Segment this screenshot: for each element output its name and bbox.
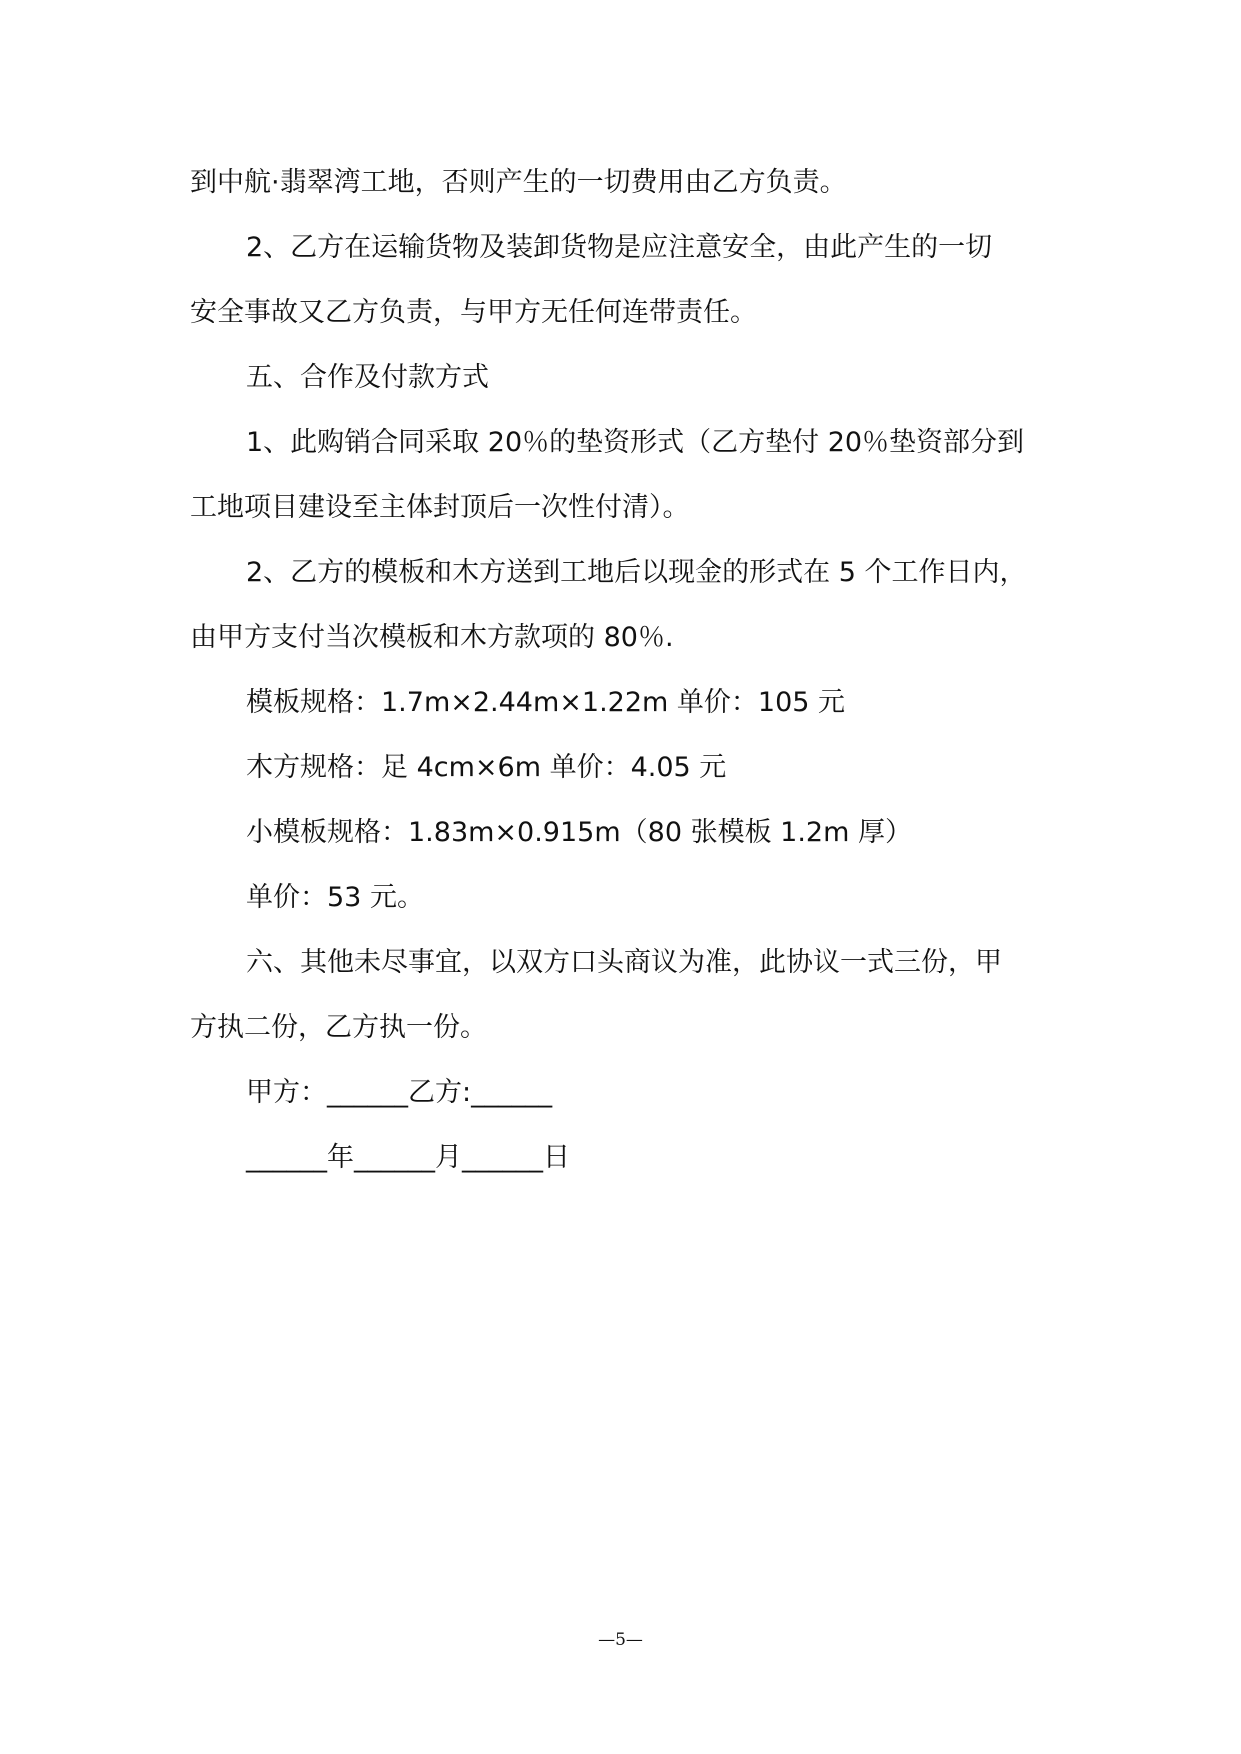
page-number: —5— [598,1630,643,1650]
document-body [190,150,1070,1190]
spec-line: 小模板规格：1.83m×0.915m（80 张模板 1.2m 厚） [246,817,912,848]
text-line: 安全事故又乙方负责，与甲方无任何连带责任。 [190,297,757,328]
spec-line: 单价：53 元。 [246,882,424,913]
section-heading: 六、其他未尽事宜，以双方口头商议为准，此协议一式三份，甲 [246,947,1002,978]
text-line: 2、乙方在运输货物及装卸货物是应注意安全，由此产生的一切 [246,232,993,263]
signature-line: 甲方：______乙方:______ [246,1077,553,1108]
spec-line: 模板规格：1.7m×2.44m×1.22m 单价：105 元 [246,687,846,718]
date-line: ______年______月______日 [246,1142,570,1173]
text-line: 工地项目建设至主体封顶后一次性付清）。 [190,492,690,523]
text-line: 1、此购销合同采取 20％的垫资形式（乙方垫付 20％垫资部分到 [246,427,1025,458]
text-line: 2、乙方的模板和木方送到工地后以现金的形式在 5 个工作日内， [246,557,1027,588]
text-line: 由甲方支付当次模板和木方款项的 80％. [190,622,674,653]
text-line: 到中航·翡翠湾工地，否则产生的一切费用由乙方负责。 [190,167,847,198]
section-heading: 五、合作及付款方式 [246,362,489,393]
spec-line: 木方规格：足 4cm×6m 单价：4.05 元 [246,752,727,783]
text-line: 方执二份，乙方执一份。 [190,1012,487,1043]
